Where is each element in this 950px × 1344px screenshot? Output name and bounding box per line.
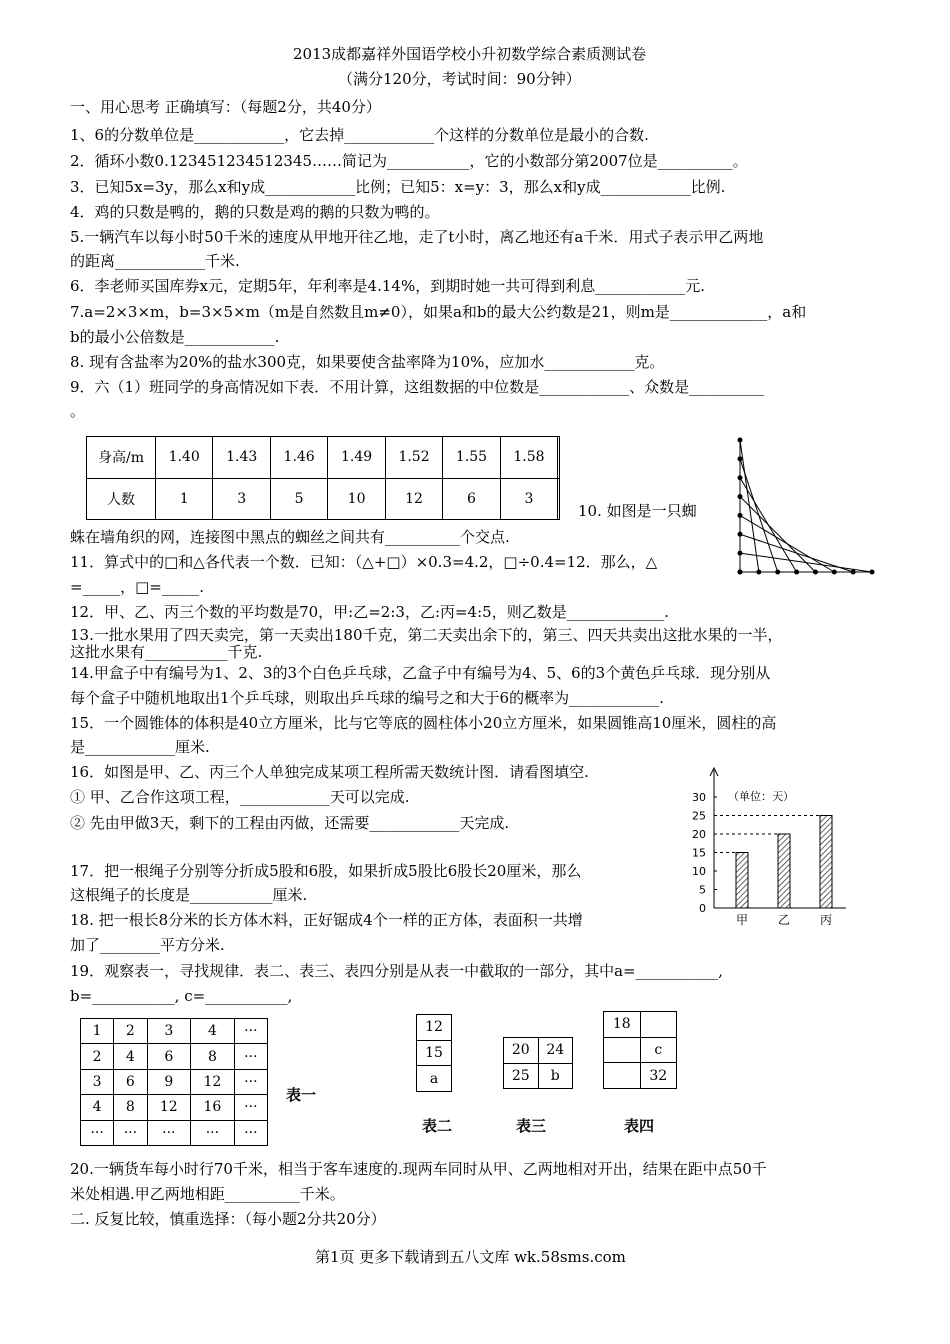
question-16-line-3: ② 先由甲做3天，剩下的工程由丙做，还需要____________天完成. [70,814,510,832]
table-cell: 3 [500,478,557,520]
question-5-line-1: 5.一辆汽车以每小时50千米的速度从甲地开往乙地，走了t小时，离乙地还有a千米．用式子表示甲乙两地 [70,228,764,246]
table-cell: ··· [81,1120,114,1145]
table-cell [558,478,560,520]
question-10-line-1: 10. 如图是一只蜘 [578,502,697,520]
question-12: 12．甲、乙、丙三个数的平均数是70，甲:乙=2:3，乙:丙=4:5，则乙数是_____________. [70,603,669,621]
table-cell [604,1037,641,1063]
question-9-line-2: 。 [70,402,86,420]
question-1: 1、6的分数单位是____________，它去掉____________个这样的分数单位是最小的合数. [70,126,649,144]
table-cell: 3 [81,1069,114,1094]
table-cell: 6 [147,1044,191,1069]
spider-web-figure [730,434,880,580]
table-cell: 1.46 [270,437,327,479]
table-cell: 2 [81,1044,114,1069]
question-3: 3．已知5x=3y，那么x和y成____________比例；已知5：x=y：3，那么x和y成____________比例. [70,178,726,196]
web-dot [738,494,743,499]
table-cell: 15 [417,1040,452,1066]
web-dot [870,570,875,575]
table-cell: 1 [81,1019,114,1044]
web-dot [813,570,818,575]
question-17-line-1: 17．把一根绳子分别等分折成5股和6股，如果折成5股比6股长20厘米，那么 [70,862,582,880]
table-cell: 1.49 [328,437,385,479]
table-cell [640,1012,677,1038]
x-tick-label: 甲 [735,913,749,927]
table-1 [80,1018,268,1146]
question-15-line-2: 是____________厘米. [70,738,210,756]
question-7-line-2: b的最小公倍数是____________. [70,328,280,346]
section-1-heading: 一、用心思考 正确填写：（每题2分，共40分） [70,98,381,116]
table-cell: 1.40 [156,437,213,479]
y-tick-label: 10 [692,865,706,878]
table-cell: 4 [81,1095,114,1120]
table-cell: ··· [234,1095,267,1120]
x-tick-label: 丙 [819,913,833,927]
question-11-line-2: =_____，□=_____. [70,578,205,596]
table-cell: 20 [504,1038,539,1064]
question-13-line-2: 这批水果有___________千克. [70,643,263,661]
table-cell: 32 [640,1063,677,1089]
question-20-line-1: 20.一辆货车每小时行70千米，相当于客车速度的.现两车同时从甲、乙两地相对开出，结果在距中点50千 [70,1160,767,1178]
question-16-line-2: ① 甲、乙合作这项工程，____________天可以完成. [70,788,410,806]
table-cell: ··· [234,1019,267,1044]
web-dot [738,532,743,537]
table-cell: 1.43 [213,437,270,479]
page-footer: 第1页 更多下载请到五八文库 wk.58sms.com [315,1248,626,1266]
y-tick-label: 25 [692,809,706,823]
chart-title: （单位：天） [728,790,794,803]
question-6: 6．李老师买国库券x元，定期5年，年利率是4.14%，到期时她一共可得到利息____________元. [70,277,705,295]
question-16-line-1: 16．如图是甲、乙、丙三个人单独完成某项工程所需天数统计图．请看图填空. [70,763,589,781]
y-tick-label: 30 [692,791,706,804]
table-cell: 4 [191,1019,235,1044]
question-5-line-2: 的距离____________千米. [70,252,240,270]
table-cell: 4 [114,1044,147,1069]
table-cell: 24 [538,1038,573,1064]
question-17-line-2: 这根绳子的长度是___________厘米. [70,886,308,904]
bar-甲 [736,853,748,909]
table-cell: 5 [270,478,327,520]
web-dot [794,570,799,575]
table-cell: 9 [147,1069,191,1094]
table-cell: 16 [191,1095,235,1120]
web-thread [740,497,815,572]
table-cell: 身高/m [87,437,156,479]
y-tick-label: 20 [692,828,706,841]
table-3-label: 表三 [516,1117,547,1135]
question-18-line-2: 加了________平方分米. [70,936,225,954]
question-14-line-1: 14.甲盒子中有编号为1、2、3的3个白色乒乓球，乙盒子中有编号为4、5、6的3个黄色乒乓球．现分别从 [70,664,771,682]
table-cell: 18 [604,1012,641,1038]
table-cell: ··· [114,1120,147,1145]
web-thread [740,515,834,572]
question-8: 8. 现有含盐率为20%的盐水300克，如果要使含盐率降为10%，应加水____________克。 [70,353,665,371]
table-2 [416,1014,452,1092]
question-7-line-1: 7.a=2×3×m，b=3×5×m（m是自然数且m≠0），如果a和b的最大公约数是21，则m是_____________，a和 [70,303,807,321]
table-cell: 2 [114,1019,147,1044]
table-cell: ··· [234,1120,267,1145]
question-2: 2．循环小数0.123451234512345……简记为___________，它的小数部分第2007位是__________。 [70,152,748,170]
web-dot [851,570,856,575]
web-dot [832,570,837,575]
table-1-label: 表一 [286,1086,317,1104]
table-cell: 3 [213,478,270,520]
table-cell: ··· [147,1120,191,1145]
page-title: 2013成都嘉祥外国语学校小升初数学综合素质测试卷 [293,45,647,63]
table-2-label: 表二 [422,1117,453,1135]
table-cell: 12 [385,478,442,520]
table-cell: ··· [234,1069,267,1094]
table-cell: 8 [191,1044,235,1069]
table-cell: 12 [147,1095,191,1120]
table-cell: a [417,1066,452,1092]
table-cell: 6 [114,1069,147,1094]
page-subtitle: （满分120分，考试时间：90分钟） [338,70,581,88]
table-cell: c [640,1037,677,1063]
web-dot [756,570,761,575]
question-13-line-1: 13.一批水果用了四天卖完，第一天卖出180千克，第二天卖出余下的，第三、四天共卖出这批水果的一半， [70,626,783,644]
table-4-label: 表四 [624,1117,655,1135]
web-dot [775,570,780,575]
table-cell: 12 [191,1069,235,1094]
question-10-line-2: 蛛在墙角织的网，连接图中黑点的蜘丝之间共有__________个交点. [70,528,510,546]
question-19-line-1: 19．观察表一，寻找规律．表二、表三、表四分别是从表一中截取的一部分，其中a=___________, [70,962,723,980]
web-dot [738,438,743,443]
y-tick-label: 15 [692,846,706,860]
question-9-line-1: 9．六（1）班同学的身高情况如下表．不用计算，这组数据的中位数是____________、众数是__________ [70,378,765,396]
table-cell: 人数 [87,478,156,520]
table-cell: 1.58 [500,437,557,479]
web-dot [738,475,743,480]
question-11-line-1: 11．算式中的□和△各代表一个数．已知：（△+□）×0.3=4.2，□÷0.4=12．那么，△ [70,553,658,571]
days-bar-chart [680,764,860,932]
x-tick-label: 乙 [777,913,791,927]
table-cell: 3 [147,1019,191,1044]
table-cell: 8 [114,1095,147,1120]
table-cell: 1.52 [385,437,442,479]
question-18-line-1: 18. 把一根长8分米的长方体木料，正好锯成4个一样的正方体，表面积一共增 [70,911,583,929]
question-20-line-2: 米处相遇.甲乙两地相距__________千米。 [70,1185,345,1203]
web-dot [738,570,743,575]
height-table [86,436,560,520]
y-tick-label: 5 [699,883,706,897]
table-cell [604,1063,641,1089]
table-cell: 1.55 [443,437,500,479]
question-15-line-1: 15．一个圆锥体的体积是40立方厘米，比与它等底的圆柱体小20立方厘米，如果圆锥高10厘米，圆柱的高 [70,714,777,732]
table-cell: 10 [328,478,385,520]
table-cell [558,437,560,479]
table-3 [503,1037,573,1089]
table-cell: 25 [504,1063,539,1089]
table-cell: ··· [234,1044,267,1069]
table-4 [603,1011,677,1089]
web-thread [740,534,853,572]
table-cell: 12 [417,1015,452,1041]
web-dot [738,551,743,556]
bar-丙 [820,816,832,909]
table-cell: 1 [156,478,213,520]
question-14-line-2: 每个盒子中随机地取出1个乒乓球，则取出乒乓球的编号之和大于6的概率为____________. [70,689,664,707]
table-cell: ··· [191,1120,235,1145]
question-4: 4．鸡的只数是鸭的，鹅的只数是鸡的鹅的只数为鸭的。 [70,203,440,221]
y-tick-label: 0 [699,902,706,915]
web-dot [738,456,743,461]
section-2-heading: 二. 反复比较，慎重选择：（每小题2分共20分） [70,1210,386,1228]
bar-乙 [778,834,790,908]
web-dot [738,513,743,518]
table-cell: b [538,1063,573,1089]
table-cell: 6 [443,478,500,520]
question-19-line-2: b=___________, c=___________, [70,987,293,1005]
